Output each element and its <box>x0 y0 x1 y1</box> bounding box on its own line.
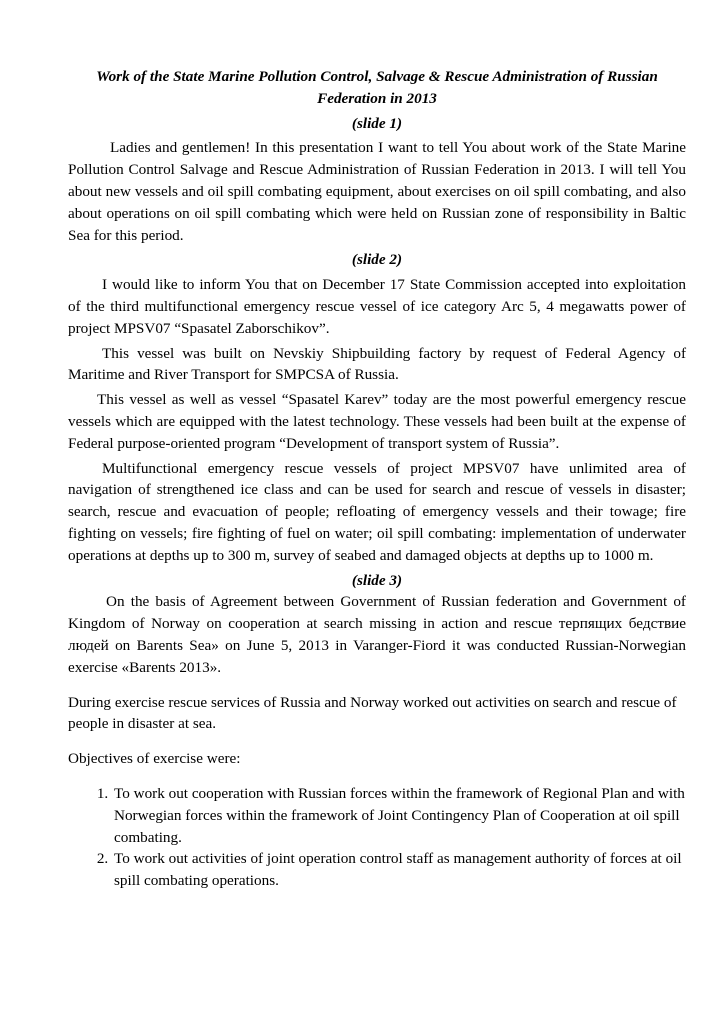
slide-2-label: (slide 2) <box>351 251 403 269</box>
slide-3-label: (slide 3) <box>351 571 403 589</box>
slide-2-paragraph-2: This vessel was built on Nevskiy Shipbuilding factory by request of Federal Agency of Maritime and River Transport for SMPCSA of Russia. <box>68 344 686 384</box>
document-title: Work of the State Marine Pollution Control, Salvage & Rescue Administration of Russian Federation in 2013 <box>96 68 658 107</box>
slide-3-paragraph: On the basis of Agreement between Government of Russian federation and Government of Kingdom of Norway on cooperation at search missing in action and rescue терпящих бедствие людей on Barents Sea» on June 5, 2013 in Varanger-Fiord it was conducted Russian-Norwegian exercise «Barents 2013». <box>68 593 686 676</box>
slide-1-paragraph: Ladies and gentlemen! In this presentation I want to tell You about work of the State Marine Pollution Control Salvage and Rescue Administration of Russian Federation in 2013. I will tell You about new vessels and oil spill combating equipment, about exercises on oil spill combating, and also about operations on oil spill combating which were held on Russian zone of responsibility in Baltic Sea for this period. <box>68 139 686 244</box>
exercise-paragraph: During exercise rescue services of Russia and Norway worked out activities on search and rescue of people in disaster at sea. <box>68 693 677 733</box>
slide-2-paragraph-3: This vessel as well as vessel “Spasatel Karev” today are the most powerful emergency rescue vessels which are equipped with the latest technology. These vessels had been built at the expense of Federal purpose-oriented program “Development of transport system of Russia”. <box>68 391 686 452</box>
slide-1-label: (slide 1) <box>351 114 403 132</box>
list-item: 2. To work out activities of joint operation control staff as management authority of forces at oil spill combating operations. <box>112 848 686 892</box>
slide-2-paragraph-1: I would like to inform You that on December 17 State Commission accepted into exploitation of the third multifunctional emergency rescue vessel of ice category Arc 5, 4 megawatts power of project MPSV07 “Spasatel Zaborschikov”. <box>68 276 686 337</box>
objectives-list <box>68 783 686 892</box>
list-item: 1. To work out cooperation with Russian forces within the framework of Regional Plan and with Norwegian forces within the framework of Joint Contingency Plan of Cooperation at oil spill combating. <box>112 783 686 848</box>
objectives-heading: Objectives of exercise were: <box>68 750 241 768</box>
document-page <box>68 66 686 892</box>
slide-2-paragraph-4: Multifunctional emergency rescue vessels of project MPSV07 have unlimited area of navigation of strengthened ice class and can be used for search and rescue of vessels in disaster; search, rescue and evacuation of people; refloating of emergency vessels and their towage; fire fighting on vessels; fire fighting of fuel on water; oil spill combating: implementation of underwater operations at depths up to 300 m, survey of seabed and damaged objects at depths up to 1000 m. <box>68 459 686 564</box>
